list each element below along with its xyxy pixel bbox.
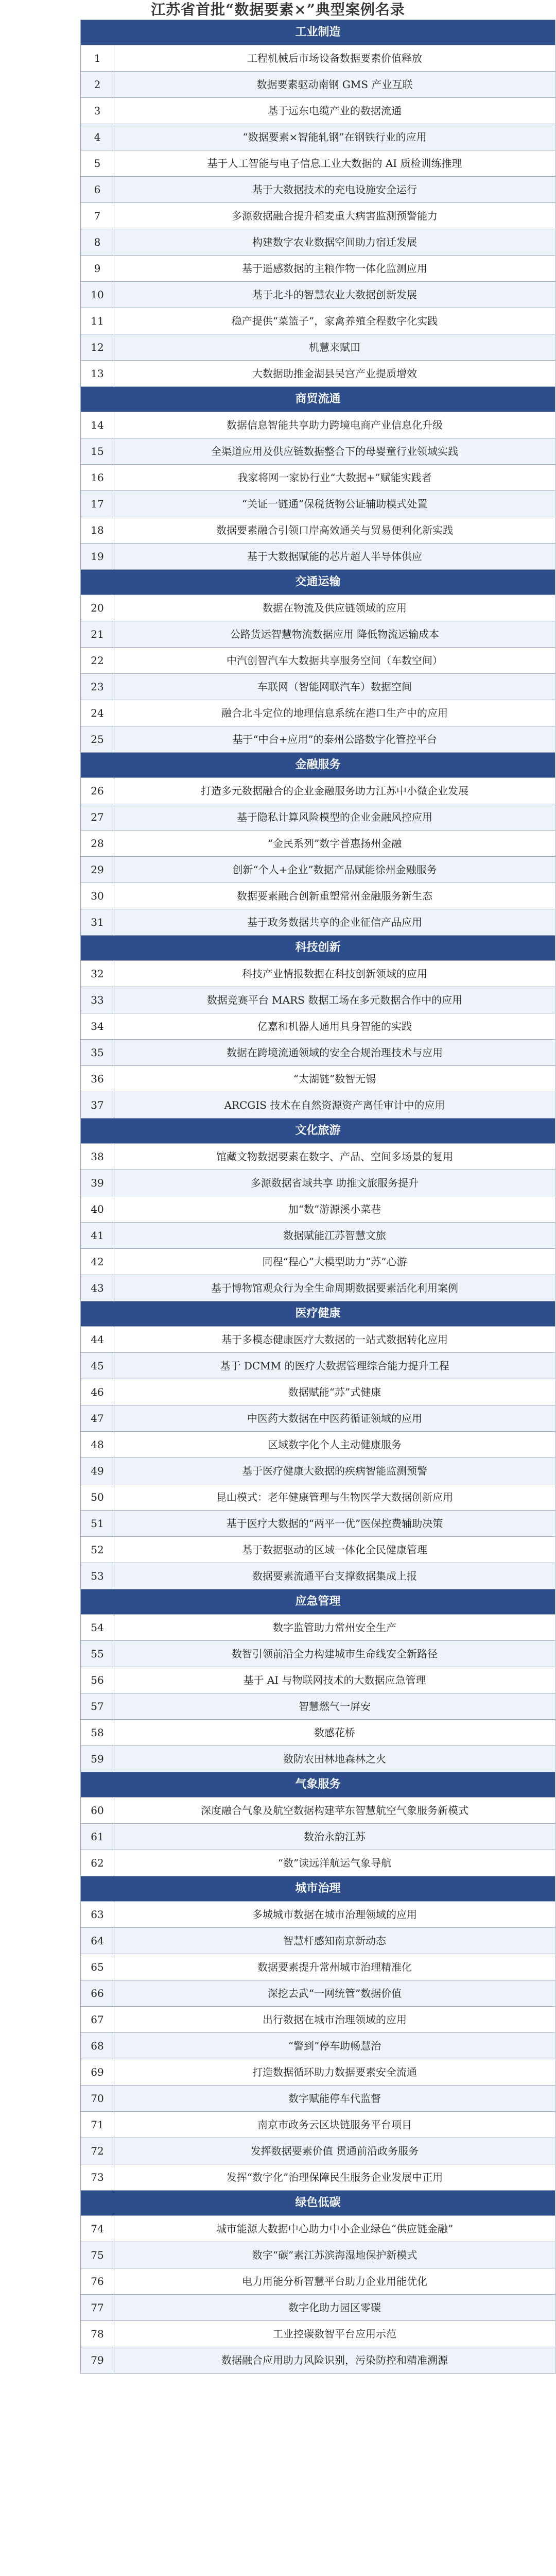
table-row xyxy=(81,1563,555,1589)
case-number: 43 xyxy=(81,1275,114,1301)
case-name: 创新“个人+企业”数据产品赋能徐州金融服务 xyxy=(114,857,555,883)
section-header: 交通运输 xyxy=(81,570,555,595)
case-name: 数据赋能江苏智慧文旅 xyxy=(114,1223,555,1248)
case-number: 31 xyxy=(81,909,114,935)
case-name: 数治永韵江苏 xyxy=(114,1824,555,1850)
case-number: 54 xyxy=(81,1615,114,1640)
case-number: 11 xyxy=(81,308,114,334)
case-name: 中汽创智汽车大数据共享服务空间（车数空间） xyxy=(114,648,555,673)
case-name: 基于大数据技术的充电设施安全运行 xyxy=(114,177,555,202)
table-row xyxy=(81,1902,555,1928)
case-name: 数字化助力园区零碳 xyxy=(114,2295,555,2320)
case-name: 数据在跨境流通领域的安全合规治理技术与应用 xyxy=(114,1040,555,1065)
case-number: 32 xyxy=(81,961,114,987)
table-row xyxy=(81,1511,555,1537)
case-name: 数据要素融合引领口岸高效通关与贸易便利化新实践 xyxy=(114,517,555,543)
case-number: 69 xyxy=(81,2059,114,2085)
case-name: 基于政务数据共享的企业征信产品应用 xyxy=(114,909,555,935)
case-name: 全渠道应用及供应链数据整合下的母婴童行业领域实践 xyxy=(114,438,555,464)
case-number: 56 xyxy=(81,1667,114,1693)
case-number: 59 xyxy=(81,1746,114,1772)
case-number: 68 xyxy=(81,2033,114,2059)
case-number: 57 xyxy=(81,1693,114,1719)
table-row xyxy=(81,857,555,883)
case-number: 15 xyxy=(81,438,114,464)
case-name: 中医药大数据在中医药循证领域的应用 xyxy=(114,1405,555,1431)
case-name: 昆山模式：老年健康管理与生物医学大数据创新应用 xyxy=(114,1484,555,1510)
table-row xyxy=(81,1275,555,1301)
case-number: 28 xyxy=(81,831,114,856)
table-row xyxy=(81,648,555,674)
case-number: 64 xyxy=(81,1928,114,1954)
table-row xyxy=(81,98,555,124)
case-name: “数”读远洋航运气象导航 xyxy=(114,1850,555,1876)
table-row xyxy=(81,1928,555,1954)
case-name: “太湖链”数智无锡 xyxy=(114,1066,555,1092)
case-number: 12 xyxy=(81,334,114,360)
case-number: 33 xyxy=(81,987,114,1013)
case-name: 打造多元数据融合的企业金融服务助力江苏中小微企业发展 xyxy=(114,778,555,804)
case-name: 基于“中台+应用”的泰州公路数字化管控平台 xyxy=(114,726,555,752)
table-row xyxy=(81,2112,555,2138)
case-number: 72 xyxy=(81,2138,114,2164)
table-row xyxy=(81,491,555,517)
case-number: 47 xyxy=(81,1405,114,1431)
case-number: 40 xyxy=(81,1196,114,1222)
case-number: 63 xyxy=(81,1902,114,1927)
case-name: 数字“碳”素江苏滨海湿地保护新模式 xyxy=(114,2242,555,2268)
case-name: 数字赋能停车代监督 xyxy=(114,2086,555,2111)
table-row xyxy=(81,1013,555,1040)
table-row xyxy=(81,961,555,987)
case-number: 14 xyxy=(81,412,114,438)
case-name: 构建数字农业数据空间助力宿迁发展 xyxy=(114,229,555,255)
case-name: “关证一链通”保税货物公证辅助模式处置 xyxy=(114,491,555,517)
case-name: 智慧杆感知南京新动态 xyxy=(114,1928,555,1954)
case-number: 27 xyxy=(81,804,114,830)
table-row xyxy=(81,2033,555,2059)
table-row xyxy=(81,1379,555,1405)
section-header: 医疗健康 xyxy=(81,1301,555,1327)
case-name: 数据要素融合创新重塑常州金融服务新生态 xyxy=(114,883,555,909)
case-name: 数据信息智能共享助力跨境电商产业信息化升级 xyxy=(114,412,555,438)
table-row xyxy=(81,1432,555,1458)
table-row xyxy=(81,831,555,857)
case-number: 48 xyxy=(81,1432,114,1458)
table-row xyxy=(81,256,555,282)
case-name: 深挖去武“一网统管”数据价值 xyxy=(114,1980,555,2006)
table-row xyxy=(81,1615,555,1641)
case-name: 公路货运智慧物流数据应用 降低物流运输成本 xyxy=(114,621,555,647)
case-name: 工业控碳数智平台应用示范 xyxy=(114,2321,555,2347)
case-number: 78 xyxy=(81,2321,114,2347)
case-name: 数据在物流及供应链领域的应用 xyxy=(114,595,555,621)
case-number: 36 xyxy=(81,1066,114,1092)
case-number: 67 xyxy=(81,2007,114,2032)
case-name: 发挥数据要素价值 贯通前沿政务服务 xyxy=(114,2138,555,2164)
table-row xyxy=(81,987,555,1013)
case-number: 73 xyxy=(81,2164,114,2190)
case-number: 25 xyxy=(81,726,114,752)
case-name: 区域数字化个人主动健康服务 xyxy=(114,1432,555,1458)
case-number: 41 xyxy=(81,1223,114,1248)
table-row xyxy=(81,1537,555,1563)
table-row xyxy=(81,124,555,150)
table-row xyxy=(81,438,555,465)
case-number: 58 xyxy=(81,1720,114,1745)
page-title: 江苏省首批“数据要素×”典型案例名录 xyxy=(151,1,405,18)
case-name: 基于人工智能与电子信息工业大数据的 AI 质检训练推理 xyxy=(114,150,555,176)
case-number: 35 xyxy=(81,1040,114,1065)
case-name: 数据要素提升常州城市治理精准化 xyxy=(114,1954,555,1980)
case-number: 13 xyxy=(81,361,114,386)
case-name: 数感花桥 xyxy=(114,1720,555,1745)
case-number: 10 xyxy=(81,282,114,308)
table-row xyxy=(81,595,555,621)
case-number: 49 xyxy=(81,1458,114,1484)
case-number: 53 xyxy=(81,1563,114,1589)
case-number: 76 xyxy=(81,2268,114,2294)
table-row xyxy=(81,2216,555,2242)
table-row xyxy=(81,804,555,831)
table-row xyxy=(81,700,555,726)
case-number: 6 xyxy=(81,177,114,202)
case-number: 70 xyxy=(81,2086,114,2111)
table-row xyxy=(81,1353,555,1379)
table-row xyxy=(81,72,555,98)
section-header: 科技创新 xyxy=(81,936,555,961)
case-name: 基于远东电缆产业的数据流通 xyxy=(114,98,555,124)
case-name: 融合北斗定位的地理信息系统在港口生产中的应用 xyxy=(114,700,555,726)
table-row xyxy=(81,361,555,387)
case-name: 智慧燃气一屏安 xyxy=(114,1693,555,1719)
case-number: 75 xyxy=(81,2242,114,2268)
section-header: 金融服务 xyxy=(81,753,555,778)
case-name: 车联网（智能网联汽车）数据空间 xyxy=(114,674,555,700)
case-name: 数据要素流通平台支撑数据集成上报 xyxy=(114,1563,555,1589)
case-name: 数据融合应用助力风险识别，污染防控和精准溯源 xyxy=(114,2347,555,2373)
case-name: 基于博物馆观众行为全生命周期数据要素活化利用案例 xyxy=(114,1275,555,1301)
table-row xyxy=(81,1223,555,1249)
table-row xyxy=(81,883,555,909)
table-row xyxy=(81,778,555,804)
table-row xyxy=(81,909,555,936)
table-row xyxy=(81,150,555,177)
table-row xyxy=(81,2347,555,2374)
case-name: 工程机械后市场设备数据要素价值释放 xyxy=(114,45,555,71)
case-name: 数智引领前沿全力构建城市生命线安全新路径 xyxy=(114,1641,555,1667)
case-name: “金民系列”数字普惠扬州金融 xyxy=(114,831,555,856)
case-number: 4 xyxy=(81,124,114,150)
case-number: 66 xyxy=(81,1980,114,2006)
case-name: 出行数据在城市治理领域的应用 xyxy=(114,2007,555,2032)
case-name: 数字监管助力常州安全生产 xyxy=(114,1615,555,1640)
case-number: 45 xyxy=(81,1353,114,1379)
table-row xyxy=(81,1144,555,1170)
case-name: 南京市政务云区块链服务平台项目 xyxy=(114,2112,555,2138)
table-row xyxy=(81,1720,555,1746)
case-name: 科技产业情报数据在科技创新领域的应用 xyxy=(114,961,555,987)
section-header: 气象服务 xyxy=(81,1772,555,1798)
table-row xyxy=(81,2164,555,2191)
table-row xyxy=(81,229,555,256)
case-name: 数据竞赛平台 MARS 数据工场在多元数据合作中的应用 xyxy=(114,987,555,1013)
case-number: 39 xyxy=(81,1170,114,1196)
case-number: 51 xyxy=(81,1511,114,1536)
case-name: 数据赋能“苏”式健康 xyxy=(114,1379,555,1405)
table-row xyxy=(81,517,555,544)
table-row xyxy=(81,1249,555,1275)
case-number: 23 xyxy=(81,674,114,700)
table-row xyxy=(81,465,555,491)
section-header: 工业制造 xyxy=(81,20,555,45)
case-name: 亿嘉和机器人通用具身智能的实践 xyxy=(114,1013,555,1039)
case-table xyxy=(80,20,555,2374)
case-name: 深度融合气象及航空数据构建苹东智慧航空气象服务新模式 xyxy=(114,1798,555,1823)
case-number: 9 xyxy=(81,256,114,281)
case-number: 62 xyxy=(81,1850,114,1876)
table-row xyxy=(81,1954,555,1980)
table-row xyxy=(81,1693,555,1720)
table-row xyxy=(81,1170,555,1196)
table-row xyxy=(81,1641,555,1667)
case-name: 发挥“数字化”治理保障民生服务企业发展中正用 xyxy=(114,2164,555,2190)
case-number: 79 xyxy=(81,2347,114,2373)
case-name: ARCGIS 技术在自然资源资产离任审计中的应用 xyxy=(114,1092,555,1118)
section-header: 应急管理 xyxy=(81,1589,555,1615)
table-row xyxy=(81,544,555,570)
case-number: 77 xyxy=(81,2295,114,2320)
table-row xyxy=(81,2295,555,2321)
case-number: 46 xyxy=(81,1379,114,1405)
case-number: 74 xyxy=(81,2216,114,2242)
case-number: 29 xyxy=(81,857,114,883)
case-number: 52 xyxy=(81,1537,114,1563)
table-row xyxy=(81,2268,555,2295)
case-name: 基于数据驱动的区域一体化全民健康管理 xyxy=(114,1537,555,1563)
case-number: 37 xyxy=(81,1092,114,1118)
case-name: 基于 DCMM 的医疗大数据管理综合能力提升工程 xyxy=(114,1353,555,1379)
table-row xyxy=(81,1327,555,1353)
case-number: 3 xyxy=(81,98,114,124)
case-name: 数据要素驱动南钢 GMS 产业互联 xyxy=(114,72,555,97)
table-row xyxy=(81,1824,555,1850)
case-name: 电力用能分析智慧平台助力企业用能优化 xyxy=(114,2268,555,2294)
case-number: 17 xyxy=(81,491,114,517)
case-number: 21 xyxy=(81,621,114,647)
case-number: 7 xyxy=(81,203,114,229)
case-number: 1 xyxy=(81,45,114,71)
case-name: 数防农田林地森林之火 xyxy=(114,1746,555,1772)
case-name: 多源数据省域共享 助推文旅服务提升 xyxy=(114,1170,555,1196)
case-number: 22 xyxy=(81,648,114,673)
table-row xyxy=(81,1458,555,1484)
section-header: 商贸流通 xyxy=(81,387,555,412)
table-row xyxy=(81,1746,555,1772)
case-name: “数据要素×智能轧钢”在钢铁行业的应用 xyxy=(114,124,555,150)
case-name: 打造数据循环助力数据要素安全流通 xyxy=(114,2059,555,2085)
case-name: 馆藏文物数据要素在数字、产品、空间多场景的复用 xyxy=(114,1144,555,1170)
case-number: 71 xyxy=(81,2112,114,2138)
table-row xyxy=(81,334,555,361)
case-name: 基于医疗大数据的“两平一优”医保控费辅助决策 xyxy=(114,1511,555,1536)
table-row xyxy=(81,2007,555,2033)
case-name: 基于北斗的智慧农业大数据创新发展 xyxy=(114,282,555,308)
table-row xyxy=(81,412,555,438)
case-number: 61 xyxy=(81,1824,114,1850)
case-number: 19 xyxy=(81,544,114,569)
case-name: 多城城市数据在城市治理领域的应用 xyxy=(114,1902,555,1927)
case-number: 38 xyxy=(81,1144,114,1170)
case-name: 稳产提供“菜篮子”，家禽养殖全程数字化实践 xyxy=(114,308,555,334)
case-number: 34 xyxy=(81,1013,114,1039)
table-row xyxy=(81,2242,555,2268)
table-row xyxy=(81,2138,555,2164)
case-number: 5 xyxy=(81,150,114,176)
table-row xyxy=(81,45,555,72)
case-name: 基于医疗健康大数据的疾病智能监测预警 xyxy=(114,1458,555,1484)
table-row xyxy=(81,1980,555,2007)
case-name: 基于遥感数据的主粮作物一体化监测应用 xyxy=(114,256,555,281)
table-row xyxy=(81,203,555,229)
case-number: 65 xyxy=(81,1954,114,1980)
case-number: 30 xyxy=(81,883,114,909)
case-number: 20 xyxy=(81,595,114,621)
table-row xyxy=(81,2321,555,2347)
case-number: 26 xyxy=(81,778,114,804)
case-name: 多源数据融合提升稻麦重大病害监测预警能力 xyxy=(114,203,555,229)
section-header: 文化旅游 xyxy=(81,1118,555,1144)
table-row xyxy=(81,282,555,308)
table-row xyxy=(81,1484,555,1511)
table-row xyxy=(81,1196,555,1223)
case-name: 基于多模态健康医疗大数据的一站式数据转化应用 xyxy=(114,1327,555,1352)
case-name: 加“数”游源溪小菜巷 xyxy=(114,1196,555,1222)
case-name: 城市能源大数据中心助力中小企业绿色“供应链金融” xyxy=(114,2216,555,2242)
case-number: 24 xyxy=(81,700,114,726)
section-header: 城市治理 xyxy=(81,1876,555,1902)
table-row xyxy=(81,1667,555,1693)
table-row xyxy=(81,1798,555,1824)
table-row xyxy=(81,1405,555,1432)
case-number: 60 xyxy=(81,1798,114,1823)
case-name: 我家将网一家协行业“大数据+”赋能实践者 xyxy=(114,465,555,490)
table-row xyxy=(81,1066,555,1092)
case-number: 16 xyxy=(81,465,114,490)
case-number: 55 xyxy=(81,1641,114,1667)
table-row xyxy=(81,674,555,700)
case-number: 42 xyxy=(81,1249,114,1275)
table-row xyxy=(81,308,555,334)
table-row xyxy=(81,621,555,648)
case-name: 大数据助推金湖县吴宫产业提质增效 xyxy=(114,361,555,386)
case-name: 基于隐私计算风险模型的企业金融风控应用 xyxy=(114,804,555,830)
case-number: 44 xyxy=(81,1327,114,1352)
case-number: 50 xyxy=(81,1484,114,1510)
case-name: 机慧来赋田 xyxy=(114,334,555,360)
table-row xyxy=(81,1092,555,1118)
table-row xyxy=(81,2086,555,2112)
case-number: 2 xyxy=(81,72,114,97)
case-number: 18 xyxy=(81,517,114,543)
case-number: 8 xyxy=(81,229,114,255)
table-row xyxy=(81,726,555,753)
table-row xyxy=(81,1850,555,1876)
table-row xyxy=(81,177,555,203)
section-header: 绿色低碳 xyxy=(81,2191,555,2216)
case-name: 基于 AI 与物联网技术的大数据应急管理 xyxy=(114,1667,555,1693)
table-row xyxy=(81,1040,555,1066)
case-name: “警到”停车助畅慧治 xyxy=(114,2033,555,2059)
case-name: 同程“程心”大模型助力“苏”心游 xyxy=(114,1249,555,1275)
table-row xyxy=(81,2059,555,2086)
case-name: 基于大数据赋能的芯片超人半导体供应 xyxy=(114,544,555,569)
